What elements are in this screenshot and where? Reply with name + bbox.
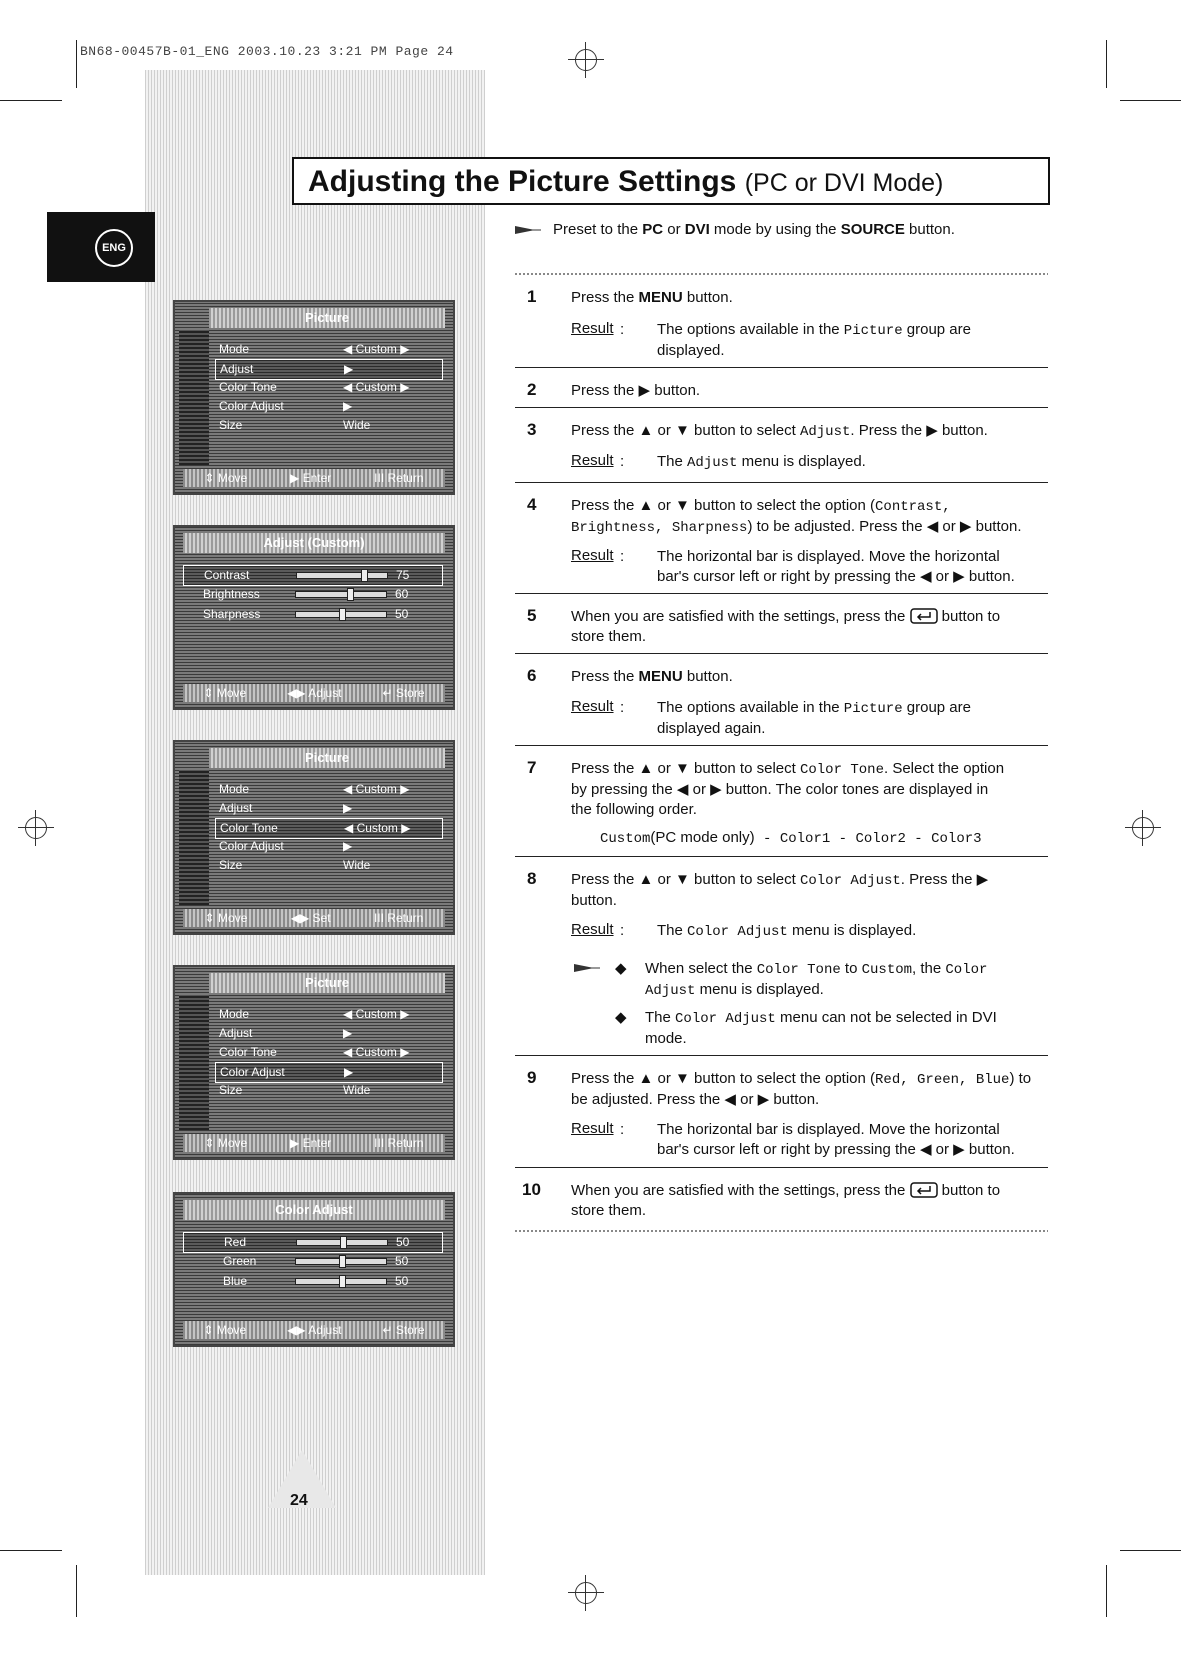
step-text: When you are satisfied with the settings, press the button to store them. bbox=[571, 608, 1001, 645]
osd-slider bbox=[295, 1278, 387, 1285]
registration-mark bbox=[568, 42, 604, 78]
osd-row: Mode ◀ Custom ▶ bbox=[219, 342, 410, 356]
bullet-text: When select the Color Tone to Custom, the Color Adjust menu is displayed. bbox=[645, 960, 988, 999]
osd-slider bbox=[295, 611, 387, 618]
crop-mark bbox=[76, 40, 77, 88]
osd-row-selected: Adjust ▶ bbox=[215, 359, 443, 380]
step-text: Press the ▲ or ▼ button to select Color Tone. Select the option by pressing the ◀ or ▶ button. The color tones are displayed in the following order. bbox=[571, 760, 1005, 818]
osd-row: Brightness 60 bbox=[203, 587, 409, 601]
result-colon: : bbox=[620, 699, 625, 716]
osd-row: Color Adjust ▶ bbox=[219, 399, 353, 413]
step-divider bbox=[515, 367, 1048, 368]
step-text: Press the ▲ or ▼ button to select the option (Contrast, Brightness, Sharpness) to be adjusted. Press the ◀ or ▶ button. bbox=[571, 497, 1022, 536]
step-divider bbox=[515, 1167, 1048, 1168]
osd-footer: ⇕ Move ◀▶ Set III Return bbox=[183, 909, 445, 927]
bullet-icon: ◆ bbox=[615, 1009, 627, 1026]
result-text: The options available in the Picture group are displayed. bbox=[657, 321, 971, 359]
osd-picture-menu bbox=[173, 965, 455, 1160]
osd-row: Color Tone ◀ Custom ▶ bbox=[219, 1045, 410, 1059]
osd-header: Picture bbox=[209, 973, 445, 993]
step-divider bbox=[515, 593, 1048, 594]
osd-row: Sharpness 50 bbox=[203, 607, 409, 621]
osd-sidebar bbox=[179, 770, 209, 905]
crop-mark bbox=[1120, 100, 1181, 101]
note-text: Preset to the PC or DVI mode by using the SOURCE button. bbox=[553, 221, 955, 238]
step-number: 4 bbox=[527, 495, 537, 514]
osd-row-selected: Contrast 75 bbox=[183, 565, 443, 586]
osd-row: Color Adjust ▶ bbox=[219, 839, 353, 853]
osd-row-selected: Red 50 bbox=[183, 1232, 443, 1253]
osd-color-adjust-menu bbox=[173, 1192, 455, 1347]
dotted-rule bbox=[515, 273, 1048, 275]
registration-mark bbox=[568, 1575, 604, 1611]
osd-footer: ⇕ Move ◀▶ Adjust ↵ Store bbox=[183, 684, 445, 702]
osd-row: Size Wide bbox=[219, 418, 371, 432]
osd-header: Picture bbox=[209, 308, 445, 328]
step-divider bbox=[515, 407, 1048, 408]
crop-mark bbox=[1106, 1565, 1107, 1617]
osd-picture-menu bbox=[173, 300, 455, 495]
osd-sidebar bbox=[179, 995, 209, 1130]
result-colon: : bbox=[620, 548, 625, 565]
osd-slider bbox=[296, 572, 388, 579]
step-divider bbox=[515, 856, 1048, 857]
result-text: The horizontal bar is displayed. Move the horizontal bar's cursor left or right by pressing the ◀ or ▶ button. bbox=[657, 1121, 1015, 1158]
osd-footer: ⇕ Move ▶ Enter III Return bbox=[183, 469, 445, 487]
result-label: Result bbox=[571, 547, 614, 564]
step-text: Press the ▲ or ▼ button to select Adjust. Press the ▶ button. bbox=[571, 422, 988, 440]
osd-slider bbox=[295, 1258, 387, 1265]
osd-row: Adjust ▶ bbox=[219, 1026, 353, 1040]
crop-mark bbox=[0, 100, 62, 101]
step-number: 2 bbox=[527, 380, 537, 399]
osd-row-selected: Color Adjust ▶ bbox=[215, 1062, 443, 1083]
osd-row: Mode ◀ Custom ▶ bbox=[219, 782, 410, 796]
osd-header: Adjust (Custom) bbox=[183, 533, 445, 553]
osd-header: Color Adjust bbox=[183, 1200, 445, 1220]
step-number: 6 bbox=[527, 666, 537, 685]
bullet-text: The Color Adjust menu can not be selected in DVI mode. bbox=[645, 1009, 997, 1047]
step-divider bbox=[515, 1055, 1048, 1056]
osd-slider bbox=[295, 591, 387, 598]
dotted-rule bbox=[515, 1230, 1048, 1232]
osd-footer: ⇕ Move ◀▶ Adjust ↵ Store bbox=[183, 1321, 445, 1339]
result-colon: : bbox=[620, 1121, 625, 1138]
note-arrow-icon bbox=[515, 224, 541, 236]
osd-row: Mode ◀ Custom ▶ bbox=[219, 1007, 410, 1021]
title-sub: (PC or DVI Mode) bbox=[744, 169, 944, 197]
step-text: When you are satisfied with the settings, press the button to store them. bbox=[571, 1182, 1001, 1219]
result-text: The Color Adjust menu is displayed. bbox=[657, 922, 917, 940]
title-main: Adjusting the Picture Settings bbox=[308, 165, 737, 198]
step-number: 10 bbox=[522, 1180, 541, 1199]
osd-row: Color Tone ◀ Custom ▶ bbox=[219, 380, 410, 394]
osd-sidebar bbox=[179, 330, 209, 465]
result-label: Result bbox=[571, 452, 614, 469]
osd-row-selected: Color Tone ◀ Custom ▶ bbox=[215, 818, 443, 839]
result-label: Result bbox=[571, 1120, 614, 1137]
result-text: The options available in the Picture group are displayed again. bbox=[657, 699, 971, 737]
bullet-icon: ◆ bbox=[615, 960, 627, 977]
step-text: Press the ▲ or ▼ button to select the option (Red, Green, Blue) to be adjusted. Press the ◀ or ▶ button. bbox=[571, 1070, 1032, 1108]
step-number: 1 bbox=[527, 287, 537, 306]
color-tone-order: Custom(PC mode only) - Color1 - Color2 - Color3 bbox=[600, 829, 982, 847]
step-text: Press the ▲ or ▼ button to select Color Adjust. Press the ▶ button. bbox=[571, 871, 989, 909]
osd-row: Size Wide bbox=[219, 858, 371, 872]
page-number: 24 bbox=[290, 1492, 308, 1509]
step-divider bbox=[515, 745, 1048, 746]
osd-header: Picture bbox=[209, 748, 445, 768]
osd-picture-menu bbox=[173, 740, 455, 935]
language-tab bbox=[47, 212, 155, 282]
result-label: Result bbox=[571, 921, 614, 938]
osd-slider bbox=[296, 1239, 388, 1246]
crop-mark bbox=[0, 1550, 62, 1551]
eng-badge: ENG bbox=[95, 229, 133, 267]
osd-row: Green 50 bbox=[223, 1254, 409, 1268]
crop-mark bbox=[76, 1565, 77, 1617]
step-number: 8 bbox=[527, 869, 537, 888]
crop-mark bbox=[1120, 1550, 1181, 1551]
osd-row: Size Wide bbox=[219, 1083, 371, 1097]
enter-icon bbox=[910, 608, 938, 624]
step-number: 7 bbox=[527, 758, 537, 777]
print-header: BN68-00457B-01_ENG 2003.10.23 3:21 PM Page 24 bbox=[80, 44, 454, 59]
result-label: Result bbox=[571, 320, 614, 337]
result-colon: : bbox=[620, 922, 625, 939]
step-divider bbox=[515, 653, 1048, 654]
osd-row: Blue 50 bbox=[223, 1274, 409, 1288]
step-number: 3 bbox=[527, 420, 537, 439]
step-text: Press the MENU button. bbox=[571, 289, 733, 306]
title-box bbox=[292, 157, 1050, 205]
step-text: Press the MENU button. bbox=[571, 668, 733, 685]
step-text: Press the ▶ button. bbox=[571, 382, 701, 399]
result-label: Result bbox=[571, 698, 614, 715]
crop-mark bbox=[1106, 40, 1107, 88]
osd-row: Adjust ▶ bbox=[219, 801, 353, 815]
osd-adjust-menu bbox=[173, 525, 455, 710]
enter-icon bbox=[910, 1182, 938, 1198]
registration-mark bbox=[1125, 810, 1161, 846]
result-text: The horizontal bar is displayed. Move the horizontal bar's cursor left or right by pressing the ◀ or ▶ button. bbox=[657, 548, 1015, 585]
result-colon: : bbox=[620, 321, 625, 338]
note-arrow-icon bbox=[574, 962, 600, 974]
result-colon: : bbox=[620, 453, 625, 470]
osd-footer: ⇕ Move ▶ Enter III Return bbox=[183, 1134, 445, 1152]
step-number: 5 bbox=[527, 606, 537, 625]
step-number: 9 bbox=[527, 1068, 537, 1087]
step-divider bbox=[515, 482, 1048, 483]
result-text: The Adjust menu is displayed. bbox=[657, 453, 866, 471]
registration-mark bbox=[18, 810, 54, 846]
page-title bbox=[308, 165, 943, 199]
